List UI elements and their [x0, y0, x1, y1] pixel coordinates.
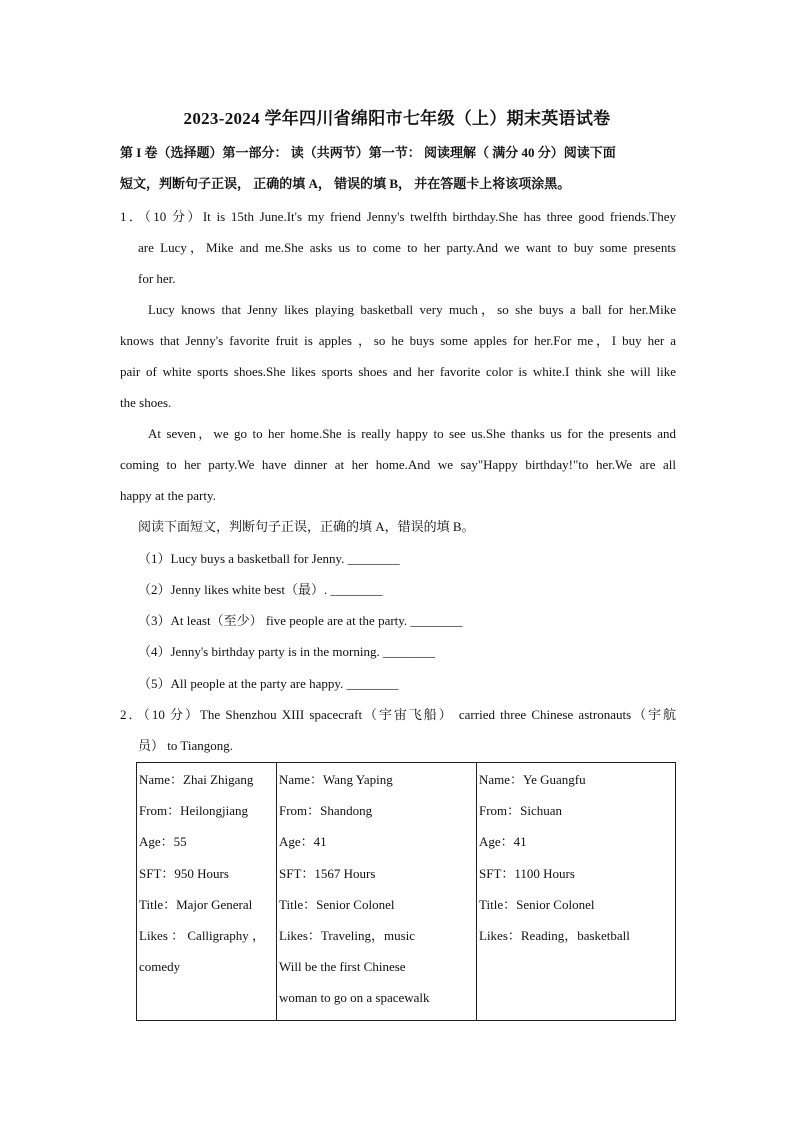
q1-item: （1）Lucy buys a basketball for Jenny. ________	[138, 551, 400, 566]
q1-passage-line: knows that Jenny's favorite fruit is apples ，so he buys some apples for her.For me，I buy her a	[120, 333, 676, 348]
q1-item: （3）At least（至少） five people are at the party. ________	[138, 613, 463, 628]
q1-passage-line: 1．（10 分）It is 15th June.It's my friend Jenny's twelfth birthday.She has three good friends.They	[120, 209, 676, 224]
table-cell-line: Name：Ye Guangfu	[479, 772, 586, 787]
section-header-line-1: 第 I 卷（选择题）第一部分： 读（共两节）第一节： 阅读理解（ 满分 40 分）阅读下面	[120, 145, 616, 160]
table-cell-line: SFT：1567 Hours	[279, 865, 376, 881]
q1-passage-line: At seven，we go to her home.She is really happy to see us.She thanks us for the presents and	[148, 426, 676, 441]
q1-passage-line: pair of white sports shoes.She likes sports shoes and her favorite color is white.I think she will like	[120, 364, 676, 379]
table-cell-line: Age：41	[479, 834, 527, 850]
table-cell-line: From：Shandong	[279, 803, 373, 819]
q1-item: （4）Jenny's birthday party is in the morning. ________	[138, 644, 435, 659]
table-cell-line: Title：Senior Colonel	[279, 896, 395, 912]
q1-passage-line: coming to her party.We have dinner at her home.And we say"Happy birthday!"to her.We are all	[120, 457, 676, 472]
table-cell-line: Likes ： Calligraphy ，	[139, 927, 266, 943]
q2-intro-line: 员） to Tiangong.	[138, 738, 233, 753]
table-cell-line: Age：41	[279, 834, 327, 850]
table-cell-line: Name：Zhai Zhigang	[139, 772, 254, 787]
table-cell-line: Name：Wang Yaping	[279, 772, 393, 787]
table-cell-ye	[477, 763, 676, 1021]
table-cell-line: Likes：Traveling，music	[279, 927, 416, 943]
table-cell-line: comedy	[139, 959, 181, 975]
q1-instruction: 阅读下面短文，判断句子正误，正确的填 A，错误的填 B。	[138, 519, 475, 534]
page-title: 2023-2024 学年四川省绵阳市七年级（上）期末英语试卷	[183, 109, 611, 128]
table-cell-line: Age：55	[139, 834, 187, 850]
table-cell-line: Title：Senior Colonel	[479, 896, 595, 912]
q1-item: （5）All people at the party are happy. ________	[138, 676, 399, 691]
table-cell-line: Will be the first Chinese	[279, 959, 406, 975]
table-cell-line: SFT：950 Hours	[139, 865, 229, 881]
table-cell-line: From：Sichuan	[479, 803, 563, 819]
q1-item: （2）Jenny likes white best（最）. ________	[138, 582, 383, 597]
q1-passage-line: the shoes.	[120, 395, 172, 410]
q1-passage-line: Lucy knows that Jenny likes playing basketball very much，so she buys a ball for her.Mike	[148, 302, 676, 317]
q1-passage-line: are Lucy，Mike and me.She asks us to come to her party.And we want to buy some presents	[138, 240, 676, 255]
table-row	[137, 763, 676, 1021]
table-cell-line: From：Heilongjiang	[139, 803, 249, 819]
q1-passage-line: for her.	[138, 271, 176, 286]
section-header-line-2: 短文，判断句子正误， 正确的填 A， 错误的填 B， 并在答题卡上将该项涂黑。	[120, 176, 571, 191]
table-cell-line: Likes：Reading，basketball	[479, 927, 630, 943]
table-cell-line: woman to go on a spacewalk	[279, 990, 430, 1006]
table-cell-line: SFT：1100 Hours	[479, 865, 575, 881]
q2-intro-line: 2．（10 分）The Shenzhou XIII spacecraft（宇宙飞船） carried three Chinese astronauts（宇航	[120, 707, 676, 722]
astronaut-table	[136, 762, 676, 1021]
table-cell-line: Title：Major General	[139, 896, 253, 912]
table-cell-zhai	[137, 763, 277, 1021]
table-cell-wang	[277, 763, 477, 1021]
q1-passage-line: happy at the party.	[120, 488, 216, 503]
